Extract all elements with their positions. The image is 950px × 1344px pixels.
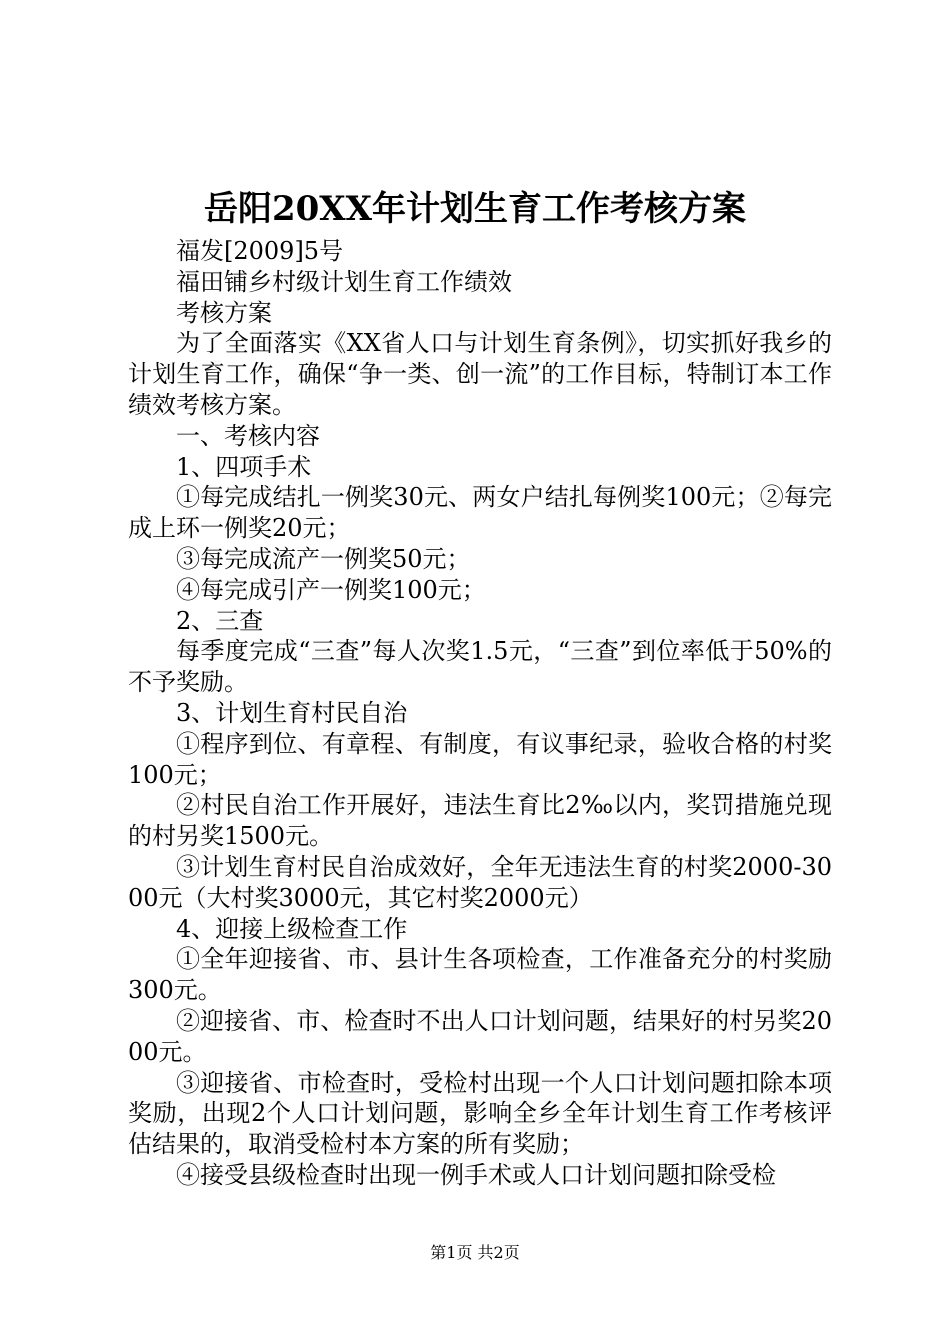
paragraph-subtitle-line2: 考核方案: [176, 298, 272, 327]
document-title: 岳阳20XX年计划生育工作考核方案: [203, 189, 747, 229]
paragraph-item: ③每完成流产一例奖50元；: [176, 544, 471, 573]
paragraph-item: ③计划生育村民自治成效好，全年无违法生育的村奖2000-3000元（大村奖3000元，其它村奖2000元）: [128, 852, 832, 912]
paragraph-item: ②村民自治工作开展好，违法生育比2‰以内，奖罚措施兑现的村另奖1500元。: [128, 791, 832, 851]
paragraph-item: ④每完成引产一例奖100元；: [176, 575, 486, 604]
subsection-heading-villager-autonomy: 3、计划生育村民自治: [176, 698, 408, 727]
subsection-heading-surgery: 1、四项手术: [176, 452, 312, 481]
section-heading-content: 一、考核内容: [176, 421, 320, 450]
subsection-heading-three-checks: 2、三查: [176, 606, 264, 635]
page-footer: 第1页 共2页: [430, 1243, 520, 1262]
subsection-heading-inspections: 4、迎接上级检查工作: [176, 914, 408, 943]
paragraph-item: ③迎接省、市检查时，受检村出现一个人口计划问题扣除本项奖励，出现2个人口计划问题，影响全乡全年计划生育工作考核评估结果的，取消受检村本方案的所有奖励；: [128, 1068, 832, 1159]
paragraph-doc-number: 福发[2009]5号: [176, 237, 344, 265]
paragraph-item: ④接受县级检查时出现一例手术或人口计划问题扣除受检: [176, 1160, 776, 1189]
paragraph-intro: 为了全面落实《XX省人口与计划生育条例》，切实抓好我乡的计划生育工作，确保“争一类、创一流”的工作目标，特制订本工作绩效考核方案。: [128, 329, 832, 419]
document-body: [128, 236, 832, 1191]
paragraph-item: ②迎接省、市、检查时不出人口计划问题，结果好的村另奖2000元。: [128, 1006, 832, 1066]
paragraph-item: ①每完成结扎一例奖30元、两女户结扎每例奖100元；②每完成上环一例奖20元；: [128, 483, 832, 543]
paragraph-item: ①全年迎接省、市、县计生各项检查，工作准备充分的村奖励300元。: [128, 945, 832, 1005]
paragraph-item: 每季度完成“三查”每人次奖1.5元，“三查”到位率低于50%的不予奖励。: [128, 637, 832, 697]
paragraph-item: ①程序到位、有章程、有制度，有议事纪录，验收合格的村奖100元；: [128, 729, 832, 789]
paragraph-subtitle-line1: 福田铺乡村级计划生育工作绩效: [176, 267, 512, 296]
